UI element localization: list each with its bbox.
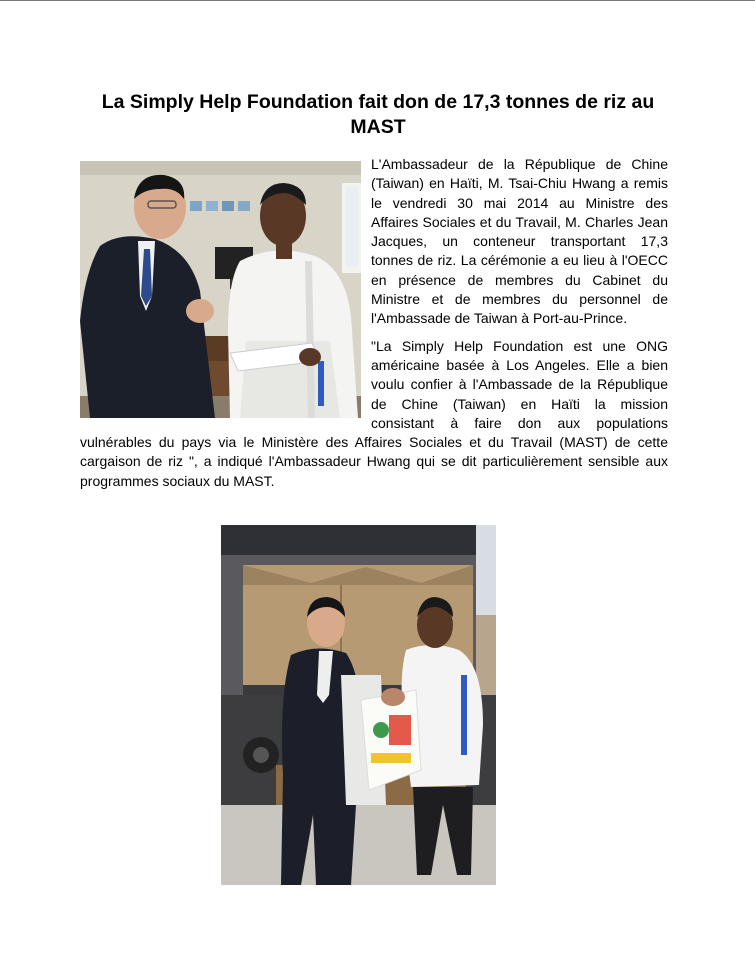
article-title: La Simply Help Foundation fait don de 17,3 tonnes de riz au MAST (101, 91, 655, 138)
article-paragraph-1: L'Ambassadeur de la République de Chine (Taiwan) en Haïti, M. Tsai-Chiu Hwang a remis le vendredi 30 mai 2014 au Ministre des Affaires Sociales et du Travail, M. Charles Jean Jacques, un conteneur transportant 17,3 tonnes de riz. La cérémonie a eu lieu à l'OECC en présence de membres du Cabinet du Ministre et de membres du personnel de l'Ambassade de Taiwan à Port-au-Prince. (371, 156, 668, 327)
article-body (80, 155, 668, 491)
top-rule (0, 0, 755, 1)
article-paragraph-2: "La Simply Help Foundation est une ONG américaine basée à Los Angeles. Elle a bien voulu confier à l'Ambassade de la République de Chine (Taiwan) en Haïti la mission consistant à faire don aux populations vulnérables du pays via le Ministère des Affaires Sociales et du Travail (MAST) de cette cargaison de riz ", a indiqué l'Ambassadeur Hwang qui se dit particulièrement sensible aux programmes sociaux du MAST. (80, 337, 668, 489)
photo-meeting-illustration (80, 161, 361, 418)
photo-rice-donation-handover (221, 525, 496, 885)
photo-handover-illustration (221, 525, 496, 885)
photo-ambassador-and-minister (80, 161, 361, 418)
